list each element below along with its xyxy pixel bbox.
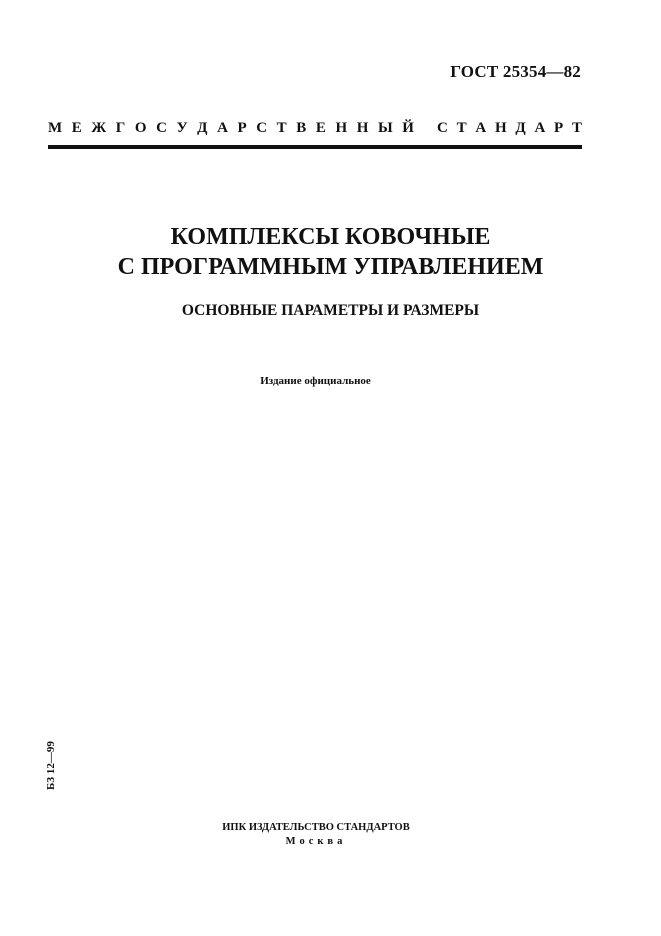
heading-letter: А bbox=[534, 120, 546, 136]
edition-label: Издание официальное bbox=[260, 375, 371, 387]
heading-letter: Ж bbox=[91, 120, 107, 136]
standard-word bbox=[437, 120, 582, 137]
gost-number: ГОСТ 25354—82 bbox=[450, 62, 581, 81]
heading-letter: Н bbox=[335, 120, 348, 136]
publisher-name: ИПК ИЗДАТЕЛЬСТВО СТАНДАРТОВ bbox=[222, 822, 410, 833]
side-note: БЗ 12—99 bbox=[45, 741, 57, 790]
title-line-1: КОМПЛЕКСЫ КОВОЧНЫЕ bbox=[170, 224, 491, 250]
heading-letter: Й bbox=[402, 120, 414, 136]
publisher-block bbox=[0, 821, 632, 849]
heading-letter: А bbox=[475, 120, 487, 136]
interstate-standard-heading bbox=[48, 120, 582, 137]
heading-letter: Н bbox=[356, 120, 369, 136]
heading-letter: Т bbox=[571, 120, 582, 136]
publisher-city: Москва bbox=[285, 836, 347, 847]
heading-letter: Д bbox=[515, 120, 526, 136]
heading-letter: Г bbox=[115, 120, 126, 136]
heading-letter: У bbox=[176, 120, 188, 136]
heading-letter: В bbox=[296, 120, 307, 136]
heading-letter: С bbox=[256, 120, 268, 136]
heading-letter: Р bbox=[554, 120, 564, 136]
heading-letter: Ы bbox=[377, 120, 393, 136]
heading-letter: С bbox=[437, 120, 448, 136]
heading-letter: Е bbox=[315, 120, 326, 136]
heading-letter: Н bbox=[494, 120, 507, 136]
heading-letter: А bbox=[217, 120, 228, 136]
heading-letter: Д bbox=[197, 120, 208, 136]
header-rule bbox=[48, 145, 582, 149]
heading-letter: Т bbox=[276, 120, 287, 136]
title-line-2: С ПРОГРАММНЫМ УПРАВЛЕНИЕМ bbox=[117, 254, 544, 280]
heading-letter: Е bbox=[71, 120, 82, 136]
heading-letter: М bbox=[48, 120, 63, 136]
heading-letter: Р bbox=[237, 120, 247, 136]
interstate-word bbox=[48, 120, 414, 137]
document-subtitle: ОСНОВНЫЕ ПАРАМЕТРЫ И РАЗМЕРЫ bbox=[181, 302, 480, 319]
document-title bbox=[0, 222, 661, 282]
heading-letter: О bbox=[134, 120, 147, 136]
heading-letter: Т bbox=[456, 120, 467, 136]
heading-letter: С bbox=[156, 120, 167, 136]
